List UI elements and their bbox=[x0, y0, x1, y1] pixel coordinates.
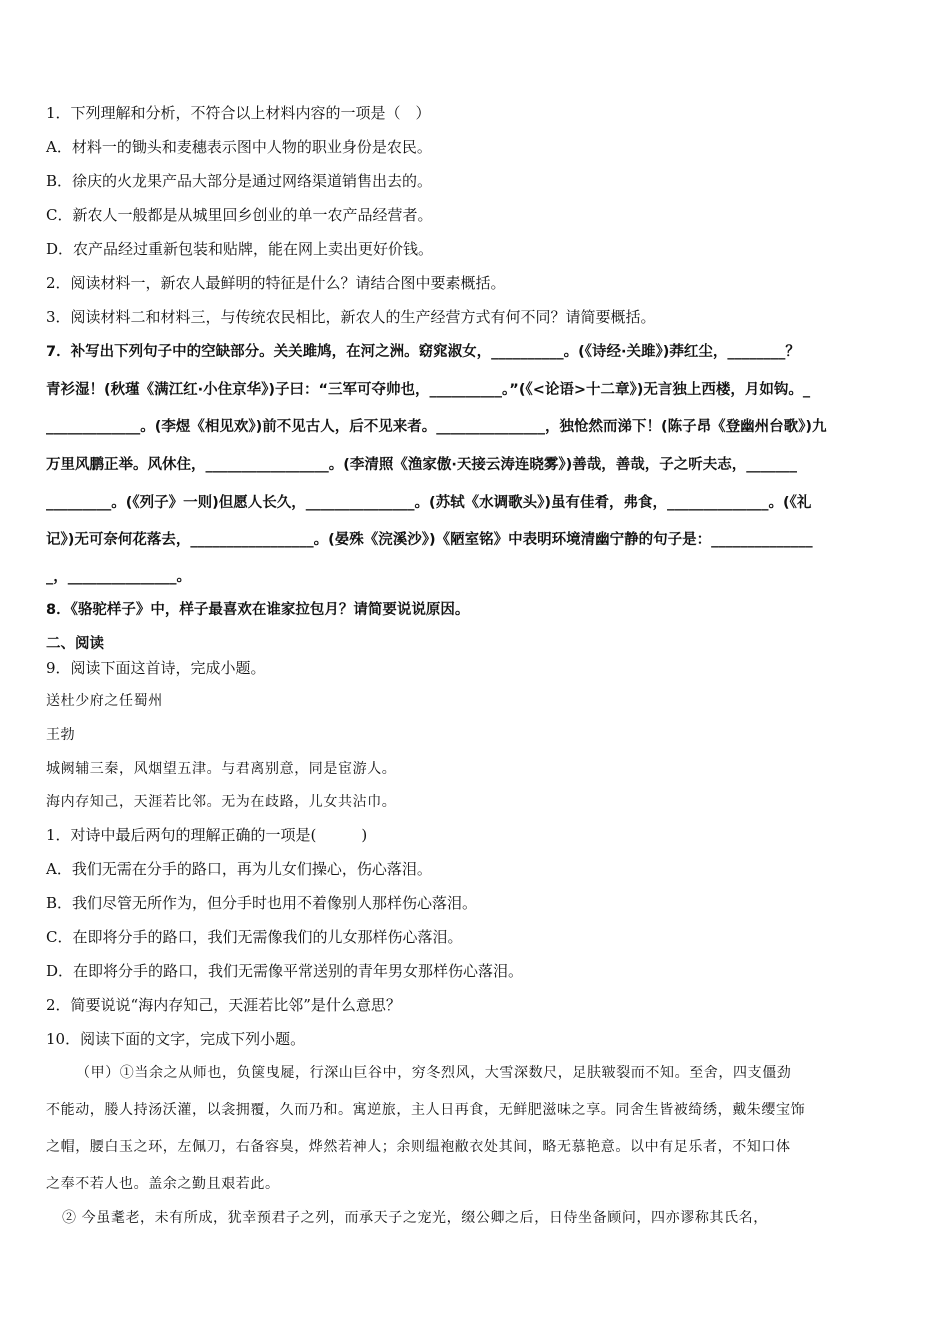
question-9-intro: 9．阅读下面这首诗，完成小题。 bbox=[46, 659, 266, 677]
q1-option-b: B．徐庆的火龙果产品大部分是通过网络渠道销售出去的。 bbox=[46, 172, 433, 190]
question-8: 8．《骆驼样子》中，样子最喜欢在谁家拉包月？请简要说说原因。 bbox=[46, 602, 470, 618]
question-7-line: 万里风鹏正举。风休住，_________________。(李清照《渔家傲·天接云涛连晓雾》)善哉，善哉，子之听夫志，_______ bbox=[46, 457, 798, 473]
q1-option-a: A．材料一的锄头和麦穗表示图中人物的职业身份是农民。 bbox=[46, 138, 432, 156]
q9-option-a: A．我们无需在分手的路口，再为儿女们操心，伤心落泪。 bbox=[46, 860, 432, 878]
poem-author: 王勃 bbox=[46, 727, 76, 743]
poem-line: 城阙辅三秦，风烟望五津。与君离别意，同是宦游人。 bbox=[46, 761, 397, 777]
poem-title: 送杜少府之任蜀州 bbox=[46, 693, 163, 709]
question-7-line: _____________。(李煜《相见欢》)前不见古人，后不见来者。_______________，独怆然而涕下！(陈子昂《登幽州台歌》)九 bbox=[46, 419, 827, 435]
question-7-line: 记》)无可奈何花落去，_________________。(晏殊《浣溪沙》)《陋室铭》中表明环境清幽宁静的句子是：______________ bbox=[46, 532, 813, 548]
passage-line: ② 今虽耄老，未有所成，犹幸预君子之列，而承天子之宠光，缀公卿之后，日侍坐备顾问，四亦谬称其氏名， bbox=[62, 1210, 768, 1226]
question-3: 3．阅读材料二和材料三，与传统农民相比，新农人的生产经营方式有何不同？请简要概括。 bbox=[46, 308, 656, 326]
poem-line: 海内存知己，天涯若比邻。无为在歧路，儿女共沾巾。 bbox=[46, 794, 397, 810]
question-7-line: 7．补写出下列句子中的空缺部分。关关雎鸠，在河之洲。窈窕淑女，__________。(《诗经·关雎》)莽红尘，________？ bbox=[46, 344, 800, 360]
question-1: 1．下列理解和分析，不符合以上材料内容的一项是（ ） bbox=[46, 104, 431, 122]
q1-option-d: D．农产品经过重新包装和贴牌，能在网上卖出更好价钱。 bbox=[46, 240, 434, 258]
q9-sub-1: 1．对诗中最后两句的理解正确的一项是( ) bbox=[46, 826, 368, 844]
question-10-intro: 10．阅读下面的文字，完成下列小题。 bbox=[46, 1030, 306, 1048]
passage-line: 之帽，腰白玉之环，左佩刀，右备容臭，烨然若神人；余则缊袍敝衣处其间，略无慕艳意。以中有足乐者，不知口体 bbox=[46, 1139, 791, 1155]
q9-option-d: D．在即将分手的路口，我们无需像平常送别的青年男女那样伤心落泪。 bbox=[46, 962, 524, 980]
q9-sub-2: 2．简要说说“海内存知己，天涯若比邻”是什么意思？ bbox=[46, 996, 401, 1014]
q9-option-b: B．我们尽管无所作为，但分手时也用不着像别人那样伤心落泪。 bbox=[46, 894, 478, 912]
q1-option-c: C．新农人一般都是从城里回乡创业的单一农产品经营者。 bbox=[46, 206, 433, 224]
q9-option-c: C．在即将分手的路口，我们无需像我们的儿女那样伤心落泪。 bbox=[46, 928, 463, 946]
passage-line: 不能动，媵人持汤沃灌，以衾拥覆，久而乃和。寓逆旅，主人日再食，无鲜肥滋味之享。同舍生皆被绮绣，戴朱缨宝饰 bbox=[46, 1102, 806, 1118]
question-7-line: 青衫湿！(秋瑾《满江红·小住京华》)子曰：“三军可夺帅也，__________。”(《<论语>十二章》)无言独上西楼，月如钩。_ bbox=[46, 382, 811, 398]
passage-line: （甲）①当余之从师也，负箧曳屣，行深山巨谷中，穷冬烈风，大雪深数尺，足肤皲裂而不知。至舍，四支僵劲 bbox=[76, 1065, 792, 1081]
question-2: 2．阅读材料一，新农人最鲜明的特征是什么？请结合图中要素概括。 bbox=[46, 274, 506, 292]
passage-line: 之奉不若人也。盖余之勤且艰若此。 bbox=[46, 1176, 280, 1192]
section-heading-reading: 二、阅读 bbox=[46, 636, 104, 652]
question-7-line: _，_______________。 bbox=[46, 569, 191, 585]
question-7-line: _________。(《列子》一则)但愿人长久，_______________。(苏轼《水调歌头》)虽有佳肴，弗食，______________。(《礼 bbox=[46, 495, 812, 511]
